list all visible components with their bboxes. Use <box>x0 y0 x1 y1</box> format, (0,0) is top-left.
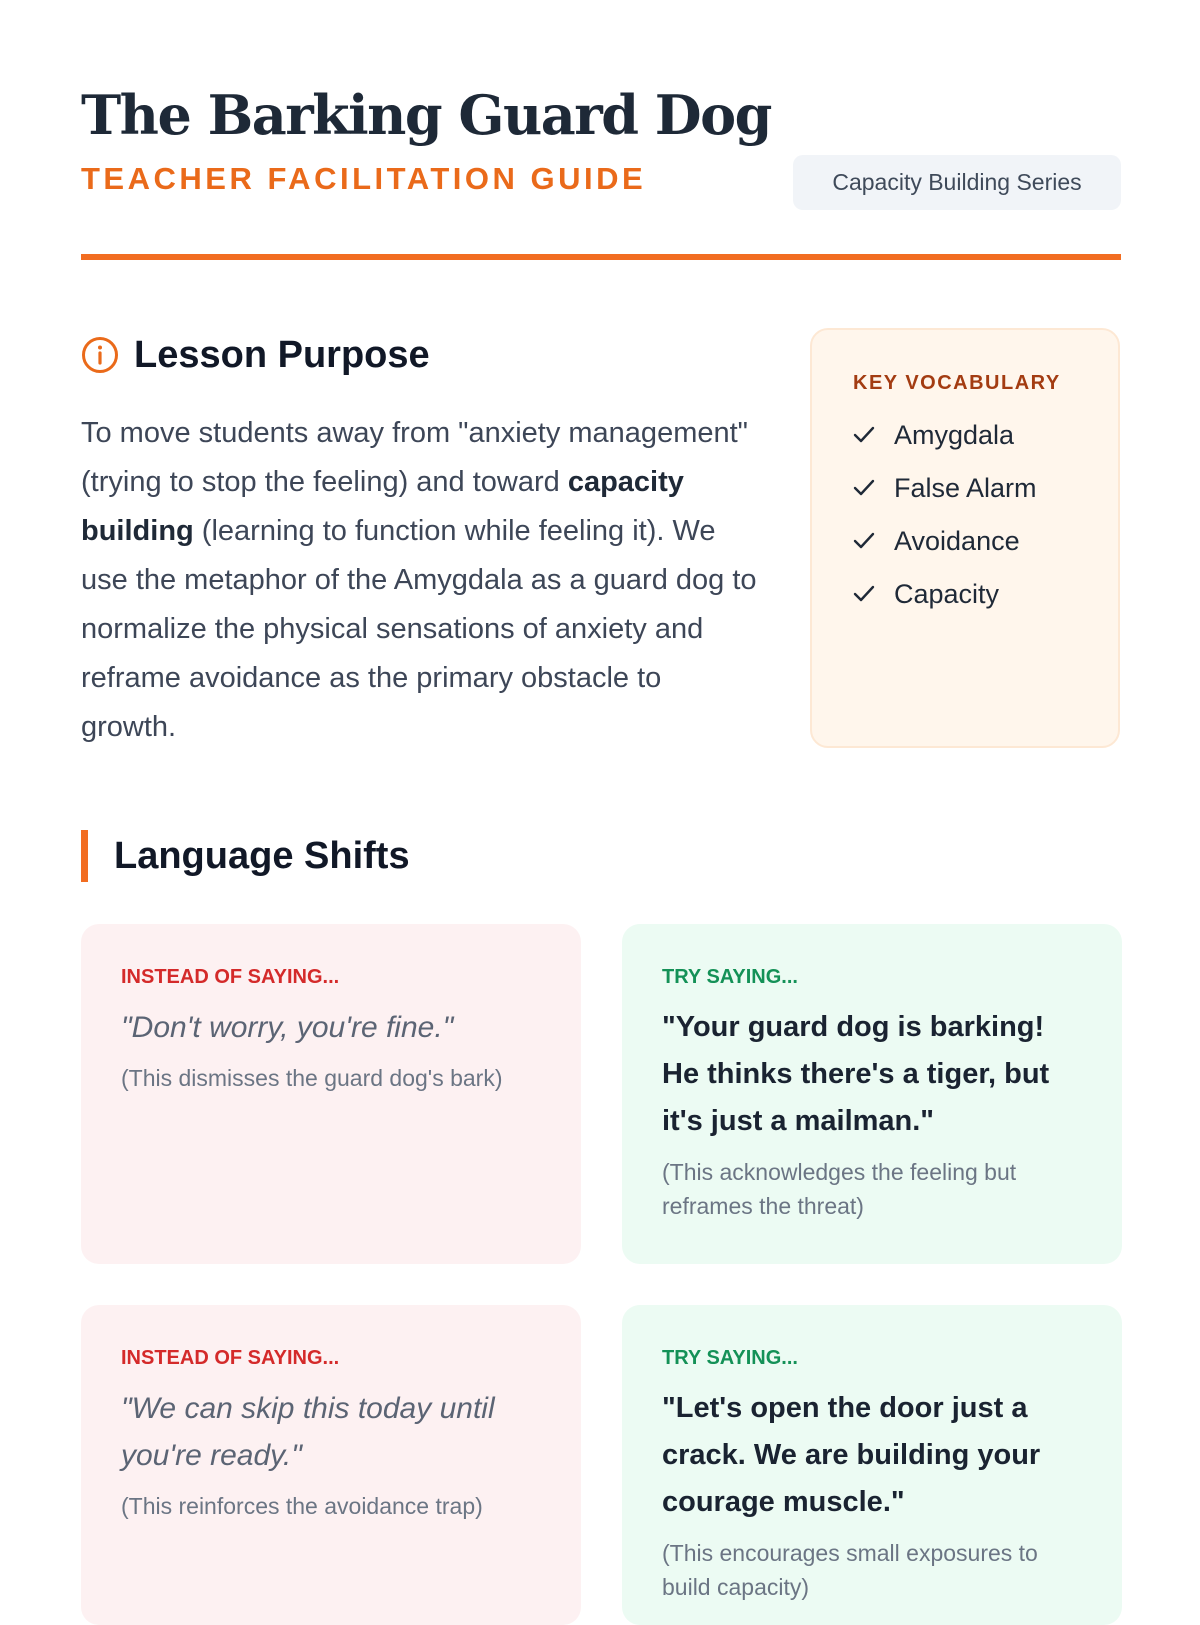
try-saying-card <box>622 924 1122 1264</box>
lesson-purpose-text <box>81 409 761 752</box>
checkmark-icon <box>853 425 875 445</box>
instead-quote: "Don't worry, you're fine." <box>121 1011 454 1044</box>
try-saying-label: TRY SAYING... <box>662 966 798 988</box>
lesson-purpose-heading <box>81 325 761 385</box>
try-saying-card <box>622 1305 1122 1625</box>
lesson-purpose-text-end: (learning to function while feeling it). We use the metaphor of the Amygdala as a guard dog to normalize the physical sensations of anxiety and reframe avoidance as the primary obstacle to growth. <box>81 515 757 743</box>
lesson-purpose-section <box>81 325 761 743</box>
key-vocabulary-box <box>810 328 1120 748</box>
instead-quote: "We can skip this today until you're ready." <box>121 1392 495 1472</box>
page-title: The Barking Guard Dog <box>81 83 771 147</box>
page-header <box>81 80 1121 260</box>
vocabulary-term: Avoidance <box>894 526 1020 556</box>
vocabulary-item <box>853 412 1037 465</box>
vocabulary-item <box>853 465 1037 518</box>
try-saying-label: TRY SAYING... <box>662 1347 798 1369</box>
language-shifts-title: Language Shifts <box>114 835 410 877</box>
page-subtitle: TEACHER FACILITATION GUIDE <box>81 161 647 196</box>
lesson-purpose-emphasis: capacity building <box>81 466 684 547</box>
vocabulary-term: False Alarm <box>894 473 1037 503</box>
try-note: (This encourages small exposures to build capacity) <box>662 1540 1038 1600</box>
info-circle-icon <box>81 336 119 374</box>
instead-note: (This reinforces the avoidance trap) <box>121 1493 483 1519</box>
instead-of-saying-card <box>81 1305 581 1625</box>
checkmark-icon <box>853 531 875 551</box>
vocabulary-item <box>853 518 1037 571</box>
try-note: (This acknowledges the feeling but reframes the threat) <box>662 1159 1017 1219</box>
lesson-purpose-text-start: To move students away from "anxiety management" (trying to stop the feeling) and toward <box>81 417 748 498</box>
try-quote: "Your guard dog is barking! He thinks there's a tiger, but it's just a mailman." <box>662 1011 1050 1137</box>
lesson-purpose-title: Lesson Purpose <box>134 334 430 376</box>
instead-note: (This dismisses the guard dog's bark) <box>121 1065 503 1091</box>
key-vocabulary-heading: KEY VOCABULARY <box>853 372 1061 394</box>
vocabulary-term: Amygdala <box>894 420 1015 450</box>
instead-of-saying-card <box>81 924 581 1264</box>
checkmark-icon <box>853 584 875 604</box>
checkmark-icon <box>853 478 875 498</box>
vocabulary-term: Capacity <box>894 579 1000 609</box>
try-quote: "Let's open the door just a crack. We are building your courage muscle." <box>662 1392 1041 1518</box>
key-vocabulary-list <box>853 412 1037 624</box>
vocabulary-item <box>853 571 1037 624</box>
section-accent-bar <box>81 830 88 882</box>
header-divider <box>81 254 1121 260</box>
instead-of-saying-label: INSTEAD OF SAYING... <box>121 966 340 988</box>
instead-of-saying-label: INSTEAD OF SAYING... <box>121 1347 340 1369</box>
series-badge: Capacity Building Series <box>793 155 1121 210</box>
